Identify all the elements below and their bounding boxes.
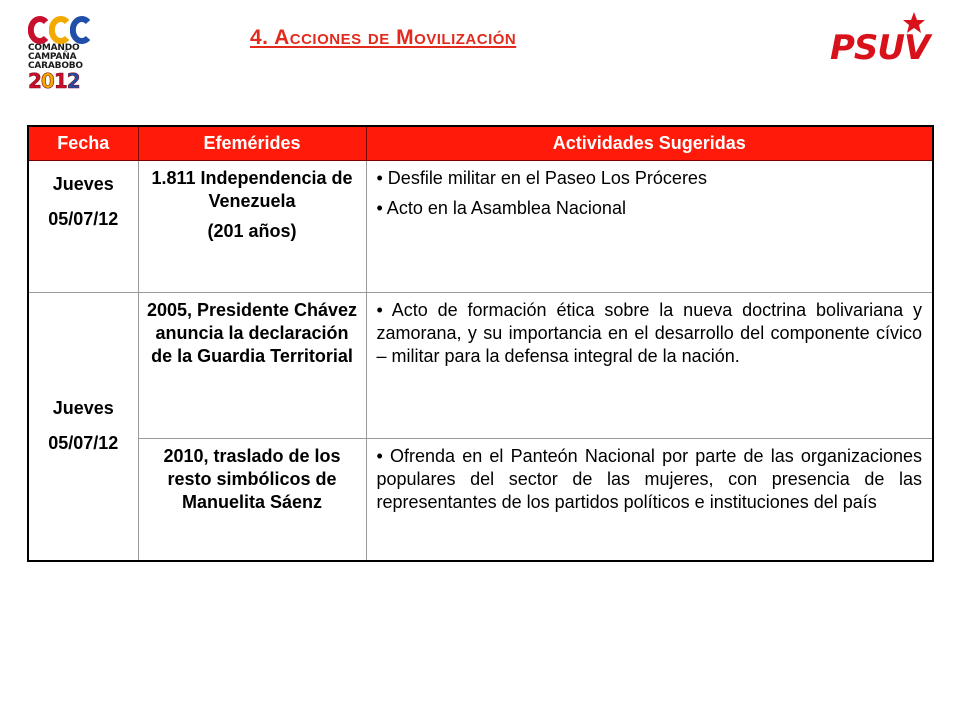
fecha-date: 05/07/12 [48,209,119,229]
actividad-item: • Acto en la Asamblea Nacional [376,198,626,218]
table-row [28,161,933,293]
actividades-cell [366,293,933,439]
efemeride-cell [138,161,366,293]
agenda-table [27,125,934,562]
efemeride-years: (201 años) [207,221,297,241]
actividades-cell [366,161,933,293]
psuv-star-icon [828,10,940,64]
fecha-day: Jueves [52,174,114,194]
efemeride-title: 2010, traslado de los resto simbólicos de Manuelita Sáenz [163,446,341,512]
column-header-efemerides: Efemérides [138,126,366,161]
c-letter-icon [49,16,69,44]
table-header-row [28,126,933,161]
page-title: 4. Acciones de Movilización [250,26,517,49]
comando-campana-logo [28,12,92,92]
psuv-logo [828,10,940,64]
fecha-cell [28,293,138,561]
actividades-cell [366,439,933,561]
c-letter-icon [70,16,90,44]
psuv-wordmark: PSUV [830,28,930,64]
logo-word-comando: COMANDO [28,43,80,53]
table-row [28,439,933,561]
efemeride-cell [138,439,366,561]
fecha-cell [28,161,138,293]
fecha-day: Jueves [52,397,114,418]
table-row [28,293,933,439]
column-header-fecha: Fecha [28,126,138,161]
logo-word-carabobo: CARABOBO [28,61,83,71]
ccc-logo-mark [28,12,92,44]
efemeride-cell [138,293,366,439]
actividad-item: • Ofrenda en el Panteón Nacional por parte de las organizaciones populares del sector de las mujeres, con presencia de las representantes de los partidos políticos e instituciones del país [376,446,922,512]
c-letter-icon [28,16,48,44]
logo-year: 2012 [28,69,80,93]
efemeride-title: 1.811 Independencia de Venezuela [151,168,353,211]
actividad-item: • Acto de formación ética sobre la nueva doctrina bolivariana y zamorana, y su importancia en el desarrollo del componente cívico – militar para la defensa integral de la nación. [376,300,922,366]
fecha-date: 05/07/12 [48,432,119,453]
logo-word-campana: CAMPAÑA [28,52,77,62]
column-header-actividades: Actividades Sugeridas [366,126,933,161]
efemeride-title: 2005, Presidente Chávez anuncia la declaración de la Guardia Territorial [146,300,358,366]
actividad-item: • Desfile militar en el Paseo Los Próceres [376,168,707,188]
